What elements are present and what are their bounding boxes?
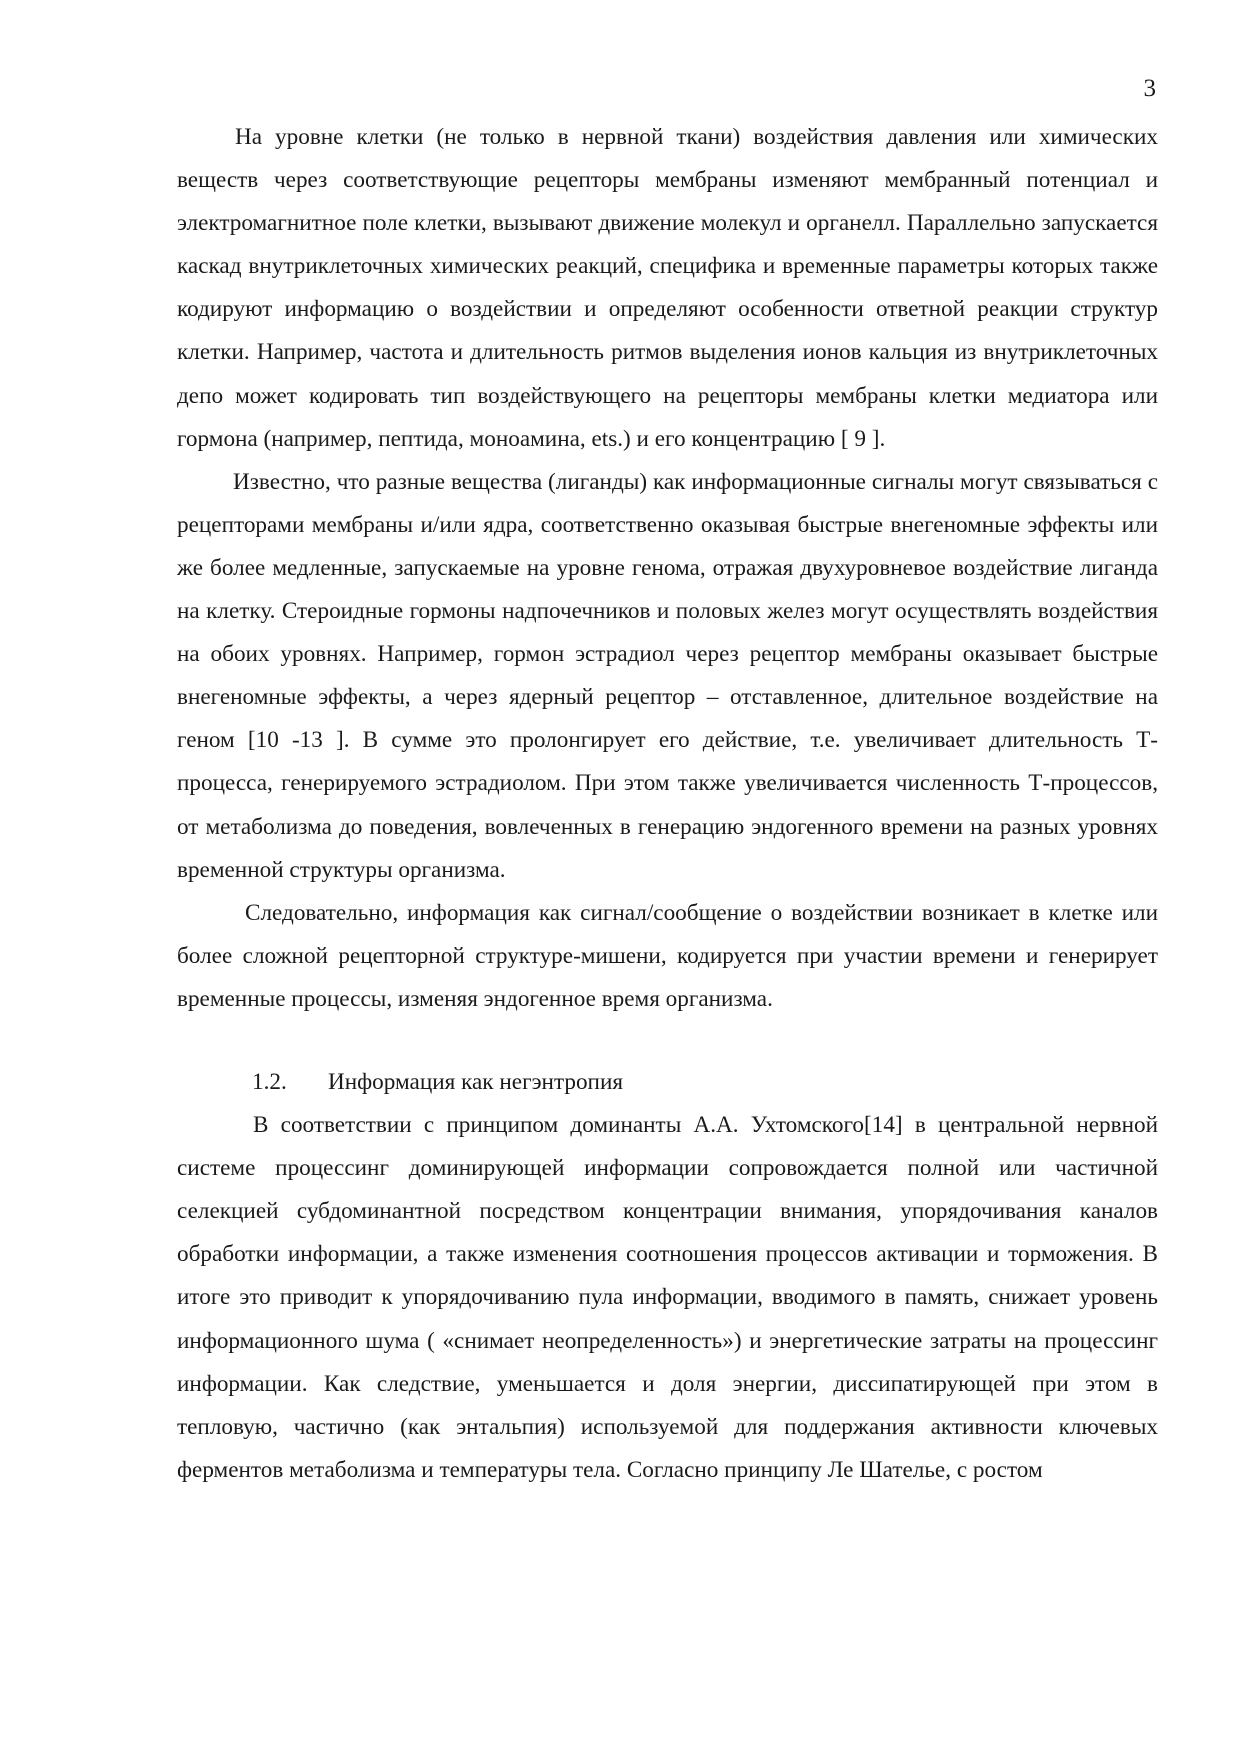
section-heading bbox=[177, 1061, 1158, 1104]
page-number: 3 bbox=[1143, 75, 1156, 102]
section-number: 1.2. bbox=[252, 1068, 287, 1095]
paragraph: Известно, что разные вещества (лиганды) как информационные сигналы могут связываться с рецепторами мембраны и/или ядра, соответственно оказывая быстрые внегеномные эффекты или же более медленные, запускаемые на уровне генома, отражая двухуровневое воздействие лиганда на клетку. Стероидные гормоны надпочечников и половых желез могут осуществлять воздействия на обоих уровнях. Например, гормон эстрадиол через рецептор мембраны оказывает быстрые внегеномные эффекты, а через ядерный рецептор – отставленное, длительное воздействие на геном [10 -13 ]. В сумме это пролонгирует его действие, т.е. увеличивает длительность Т-процесса, генерируемого эстрадиолом. При этом также увеличивается численность Т-процессов, от метаболизма до поведения, вовлеченных в генерацию эндогенного времени на разных уровнях временной структуры организма. bbox=[177, 468, 1158, 883]
document-body bbox=[177, 116, 1158, 1492]
section-title: Информация как негэнтропия bbox=[328, 1068, 624, 1095]
paragraph: Следовательно, информация как сигнал/сообщение о воздействии возникает в клетке или более сложной рецепторной структуре-мишени, кодируется при участии времени и генерирует временные процессы, изменяя эндогенное время организма. bbox=[177, 899, 1158, 1012]
paragraph: В соответствии с принципом доминанты А.А. Ухтомского[14] в центральной нервной системе процессинг доминирующей информации сопровождается полной или частичной селекцией субдоминантной посредством концентрации внимания, упорядочивания каналов обработки информации, а также изменения соотношения процессов активации и торможения. В итоге это приводит к упорядочиванию пула информации, вводимого в память, снижает уровень информационного шума ( «снимает неопределенность») и энергетические затраты на процессинг информации. Как следствие, уменьшается и доля энергии, диссипатирующей при этом в тепловую, частично (как энтальпия) используемой для поддержания активности ключевых ферментов метаболизма и температуры тела. Согласно принципу Ле Шателье, с ростом bbox=[177, 1112, 1158, 1483]
paragraph: На уровне клетки (не только в нервной ткани) воздействия давления или химических веществ через соответствующие рецепторы мембраны изменяют мембранный потенциал и электромагнитное поле клетки, вызывают движение молекул и органелл. Параллельно запускается каскад внутриклеточных химических реакций, специфика и временные параметры которых также кодируют информацию о воздействии и определяют особенности ответной реакции структур клетки. Например, частота и длительность ритмов выделения ионов кальция из внутриклеточных депо может кодировать тип воздействующего на рецепторы мембраны клетки медиатора или гормона (например, пептида, моноамина, ets.) и его концентрацию [ 9 ]. bbox=[177, 124, 1158, 452]
